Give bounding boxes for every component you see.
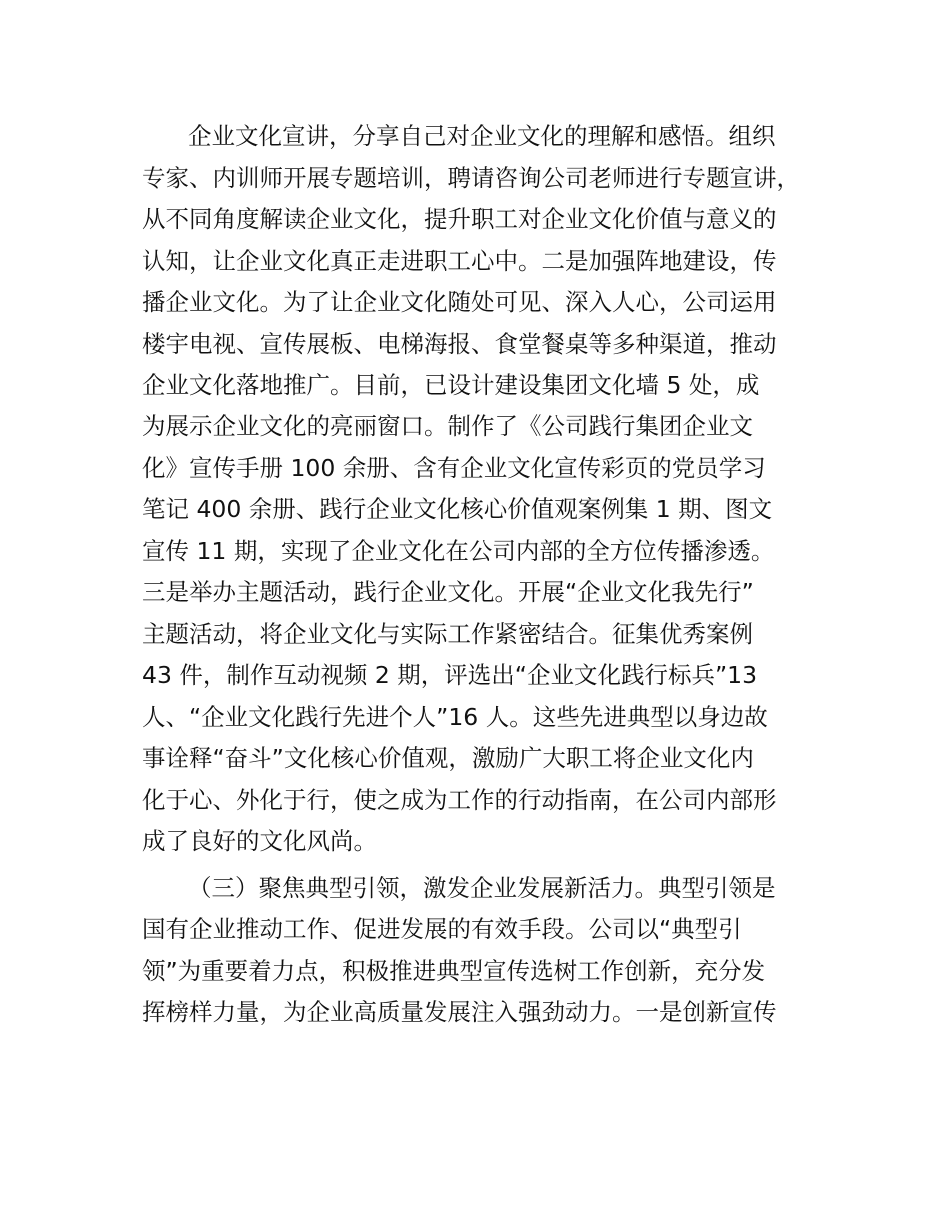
- text-line: 专家、内训师开展专题培训，聘请咨询公司老师进行专题宣讲，: [142, 164, 800, 192]
- text-line: 宣传 11 期，实现了企业文化在公司内部的全方位传播渗透。: [142, 537, 775, 565]
- text-line: （三）聚焦典型引领，激发企业发展新活力。典型引领是: [188, 874, 776, 902]
- text-line: 挥榜样力量，为企业高质量发展注入强劲动力。一是创新宣传: [142, 998, 777, 1026]
- text-line: 企业文化落地推广。目前，已设计建设集团文化墙 5 处，成: [142, 371, 760, 399]
- text-line: 化于心、外化于行，使之成为工作的行动指南，在公司内部形: [142, 786, 777, 814]
- text-line: 为展示企业文化的亮丽窗口。制作了《公司践行集团企业文: [142, 412, 753, 440]
- text-line: 事诠释“奋斗”文化核心价值观，激励广大职工将企业文化内: [142, 744, 754, 772]
- text-line: 43 件，制作互动视频 2 期，评选出“企业文化践行标兵”13: [142, 661, 758, 689]
- text-line: 从不同角度解读企业文化，提升职工对企业文化价值与意义的: [142, 205, 777, 233]
- text-line: 国有企业推动工作、促进发展的有效手段。公司以“典型引: [142, 915, 742, 943]
- text-line: 主题活动，将企业文化与实际工作紧密结合。征集优秀案例: [142, 620, 753, 648]
- text-line: 领”为重要着力点，积极推进典型宣传选树工作创新，充分发: [142, 957, 766, 985]
- text-line: 人、“企业文化践行先进个人”16 人。这些先进典型以身边故: [142, 703, 768, 731]
- text-line: 化》宣传手册 100 余册、含有企业文化宣传彩页的党员学习: [142, 454, 766, 482]
- text-line: 笔记 400 余册、践行企业文化核心价值观案例集 1 期、图文: [142, 495, 773, 523]
- text-line: 三是举办主题活动，践行企业文化。开展“企业文化我先行”: [142, 578, 754, 606]
- text-line: 成了良好的文化风尚。: [142, 827, 377, 855]
- text-line: 企业文化宣讲，分享自己对企业文化的理解和感悟。组织: [188, 122, 776, 150]
- text-line: 播企业文化。为了让企业文化随处可见、深入人心，公司运用: [142, 288, 777, 316]
- text-line: 认知，让企业文化真正走进职工心中。二是加强阵地建设，传: [142, 247, 777, 275]
- text-line: 楼宇电视、宣传展板、电梯海报、食堂餐桌等多种渠道，推动: [142, 330, 777, 358]
